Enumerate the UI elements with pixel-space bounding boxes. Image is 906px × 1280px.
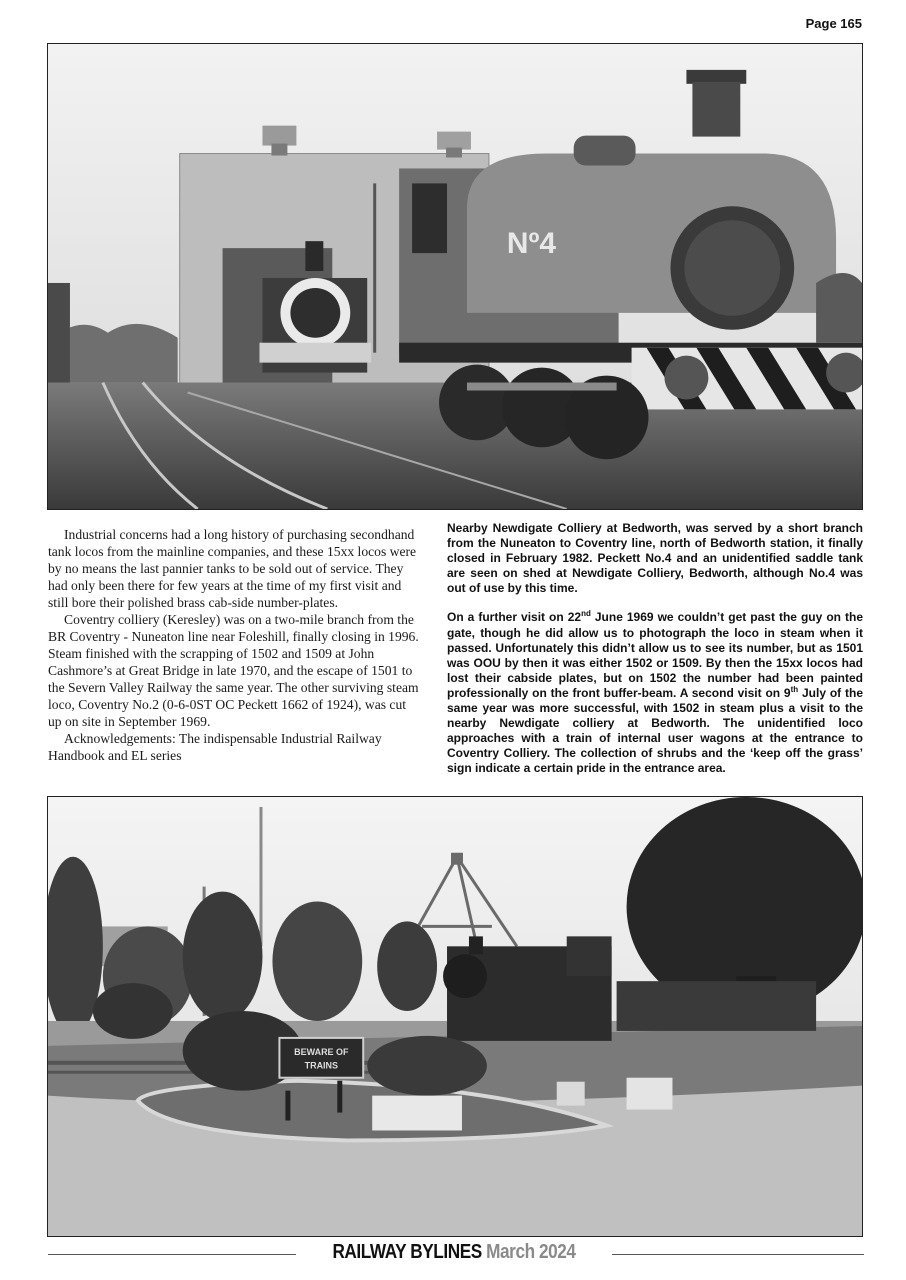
- paragraph-industrial-concerns: Industrial concerns had a long history of purchasing secondhand tank locos from the mainline companies, and these 15xx locos were by no means the last pannier tanks to be sold out of service. They had only been there for few years at the time of my first visit and still bore their polished brass cab-side number-plates.: [48, 527, 417, 610]
- photo-peckett-no4-shed: [47, 43, 863, 510]
- loco-number-plate: Nº4: [506, 227, 557, 261]
- paragraph-acknowledgements: Acknowledgements: The indispensable Industrial Railway Handbook and EL series: [48, 731, 382, 763]
- footer-masthead: [322, 1241, 587, 1264]
- footer-rule-right: [612, 1254, 864, 1255]
- footer-issue-date: March 2024: [486, 1241, 576, 1263]
- page-number: Page 165: [805, 16, 862, 31]
- footer-rule-left: [48, 1254, 296, 1255]
- photo-coventry-colliery-entrance: [47, 796, 863, 1237]
- article-right-column: [447, 521, 863, 791]
- article-left-column: [48, 526, 420, 764]
- paragraph-coventry-colliery: Coventry colliery (Keresley) was on a two-mile branch from the BR Coventry - Nuneaton line near Foleshill, finally closing in 1996. Steam finished with the scrapping of 1502 and 1509 at John Cashmore’s at Great Bridge in late 1970, and the escape of 1501 to the Severn Valley Railway the same year. The other surviving steam loco, Coventry No.2 (0-6-0ST OC Peckett 1662 of 1924), was cut up on site in September 1969.: [48, 612, 419, 729]
- caption-newdigate-colliery: Nearby Newdigate Colliery at Bedworth, was served by a short branch from the Nuneaton to Coventry line, north of Bedworth station, it finally closed in February 1982. Peckett No.4 and an unidentified saddle tank are seen on shed at Newdigate Colliery, Bedworth, although No.4 was out of use by this time.: [447, 521, 863, 596]
- caption-further-visit: On a further visit on 22nd June 1969 we couldn’t get past the guy on the gate, though he did allow us to photograph the loco in steam when it passed. Unfortunately this didn’t allow us to see its number, but as 1501 was OOU by then it was either 1502 or 1509. By then the 15xx locos had lost their cabside plates, but on 1502 the number had been painted professionally on the front buffer-beam. A second visit on 9th July of the same year was more successful, with 1502 in steam plus a visit to the nearby Newdigate colliery at Bedworth. The unidentified loco approaches with a train of internal user wagons at the entrance to Coventry Colliery. The collection of shrubs and the ‘keep off the grass’ sign indicate a certain pride in the entrance area.: [447, 609, 863, 776]
- beware-sign-line2: TRAINS: [304, 1060, 339, 1071]
- beware-sign-line1: BEWARE OF: [294, 1046, 349, 1057]
- footer-magazine-name: RAILWAY BYLINES: [332, 1241, 482, 1263]
